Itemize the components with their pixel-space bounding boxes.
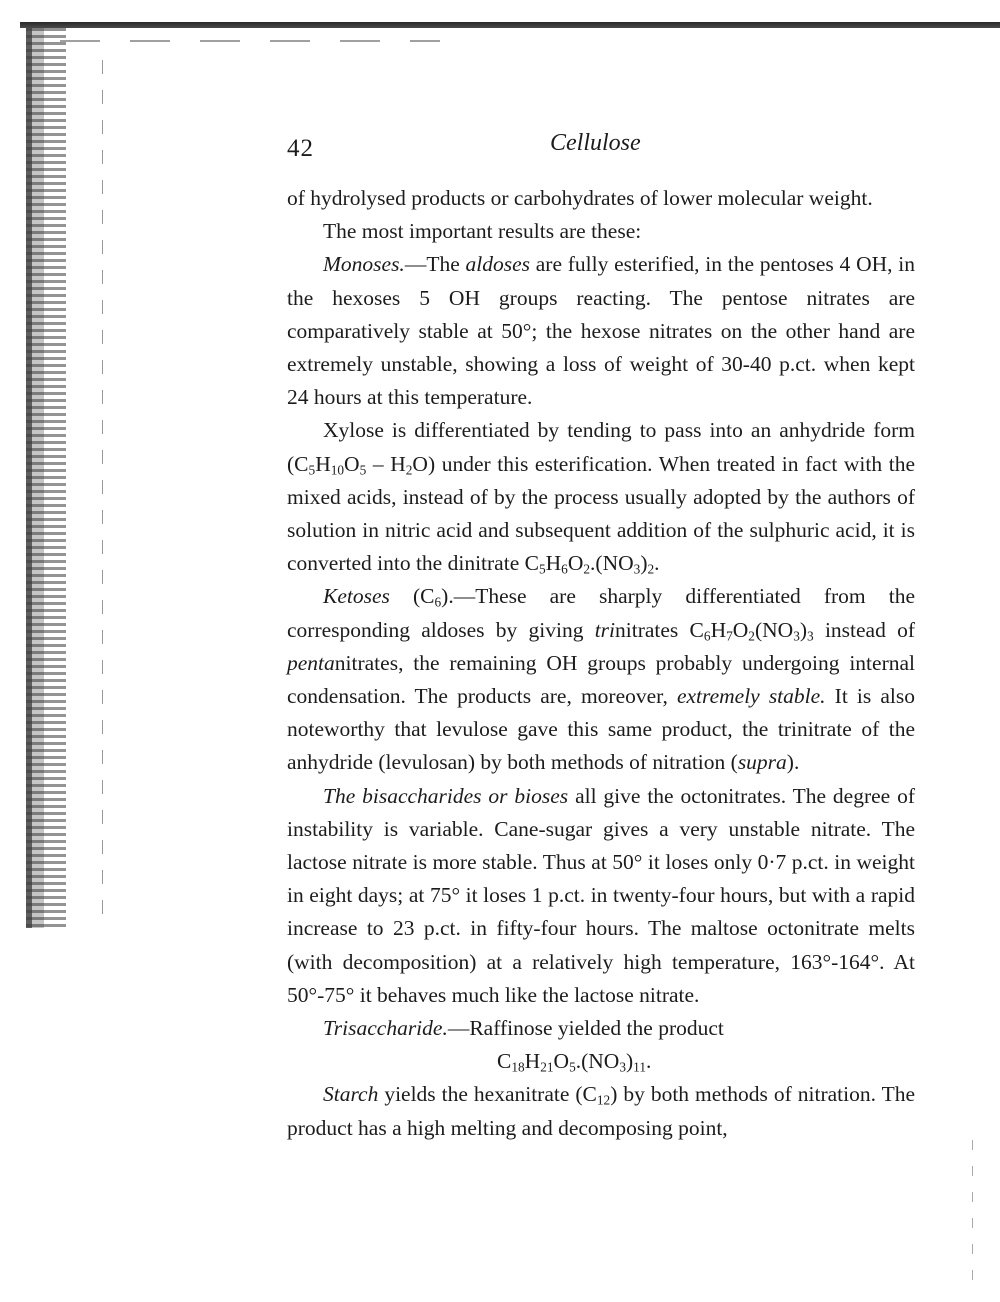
formula-xylose-anhydride: $C_5H_{10}O_5 - H_2O$ [294, 451, 428, 477]
monoses-dash: —The [404, 252, 466, 277]
paragraph-1: of hydrolysed products or carbohydrates of lower molecular weight. [287, 186, 873, 210]
trisaccharide-heading: Trisaccharide. [323, 1016, 448, 1041]
page-number: 42 [287, 135, 314, 162]
xylose-text-a: Xylose is differentiated by tending to pass into an anhydride form ( [287, 418, 915, 476]
supra-term: supra [737, 750, 787, 775]
body-text [287, 182, 915, 1145]
monoses-heading: Monoses. [323, 252, 405, 277]
top-border-rule [20, 22, 1000, 28]
running-head: Cellulose [550, 130, 641, 156]
paragraph-xylose [287, 414, 915, 580]
right-margin-marks [972, 1140, 973, 1280]
formula-raffinose-nitrate: $C_{18}H_{21}O_5.(NO_3)_{11}$. [497, 1049, 652, 1075]
top-dashed-rule [60, 40, 440, 42]
paragraph-bioses [287, 780, 915, 1012]
bioses-text: all give the octonitrates. The degree of instability is variable. Cane-sugar gives a very unstable nitrate. The lactose nitrate is more stable. Thus at 50° it loses only 0·7 p.ct. in weight in eight days; at 75° it loses 1 p.ct. in twenty-four hours, but with a rapid increase to 23 p.ct. in fifty-four hours. The maltose octonitrate melts (with decomposition) at a relatively high temperature, 163°-164°. At 50°-75° it behaves much like the lactose nitrate. [287, 783, 916, 1007]
paragraph-2: The most important results are these: [323, 219, 642, 244]
bioses-heading: The bisaccharides or bioses [323, 783, 569, 808]
tri-term: tri [594, 617, 616, 642]
paragraph-ketoses: Ketoses $(C_6).—These$ are sharply differentiated from the corresponding aldoses by giving trinitrates $C_6H_7O_2(NO_3)_3$ instead of pentanitrates, the remaining OH groups probably undergoing internal condensation. The products are, moreover, extremely stable. It is also noteworthy that levulose gave this same product, the trinitrate of the anhydride (levulosan) by both methods of nitration (supra). [287, 584, 915, 775]
extremely-stable-term: extremely stable. [676, 684, 826, 709]
penta-term: penta [287, 650, 335, 675]
paragraph-trisaccharide [287, 1012, 915, 1045]
formula-ketose-trinitrate: $C_6H_7O_2(NO_3)_3$ [689, 617, 814, 643]
formula-xylose-dinitrate: $C_5H_6O_2.(NO_3)_2$. [524, 551, 660, 577]
trisaccharide-text: —Raffinose yielded the product [447, 1016, 724, 1041]
ketoses-heading: Ketoses [323, 584, 390, 609]
book-binding-edge [26, 28, 66, 928]
paragraph-starch: Starch yields the hexanitrate $(C_{12})$ by both methods of nitration. The product has a high melting and decomposing point, [287, 1082, 915, 1140]
gutter-line [102, 60, 103, 920]
paragraph-monoses [287, 248, 915, 414]
aldoses-term: aldoses [465, 252, 530, 277]
monoses-text: are fully esterified, in the pentoses 4 OH, in the hexoses 5 OH groups reacting. The pentose nitrates are comparatively stable at 50°; the hexose nitrates on the other hand are extremely unstable, showing a loss of weight of 30-40 p.ct. when kept 24 hours at this temperature. [287, 252, 915, 410]
xylose-text-b: ) under this esterification. When treated in fact with the mixed acids, instead of by the process usually adopted by the authors of solution in nitric acid and subsequent addition of the sulphuric acid, it is converted into the dinitrate [287, 451, 915, 576]
starch-heading: Starch [323, 1082, 379, 1107]
